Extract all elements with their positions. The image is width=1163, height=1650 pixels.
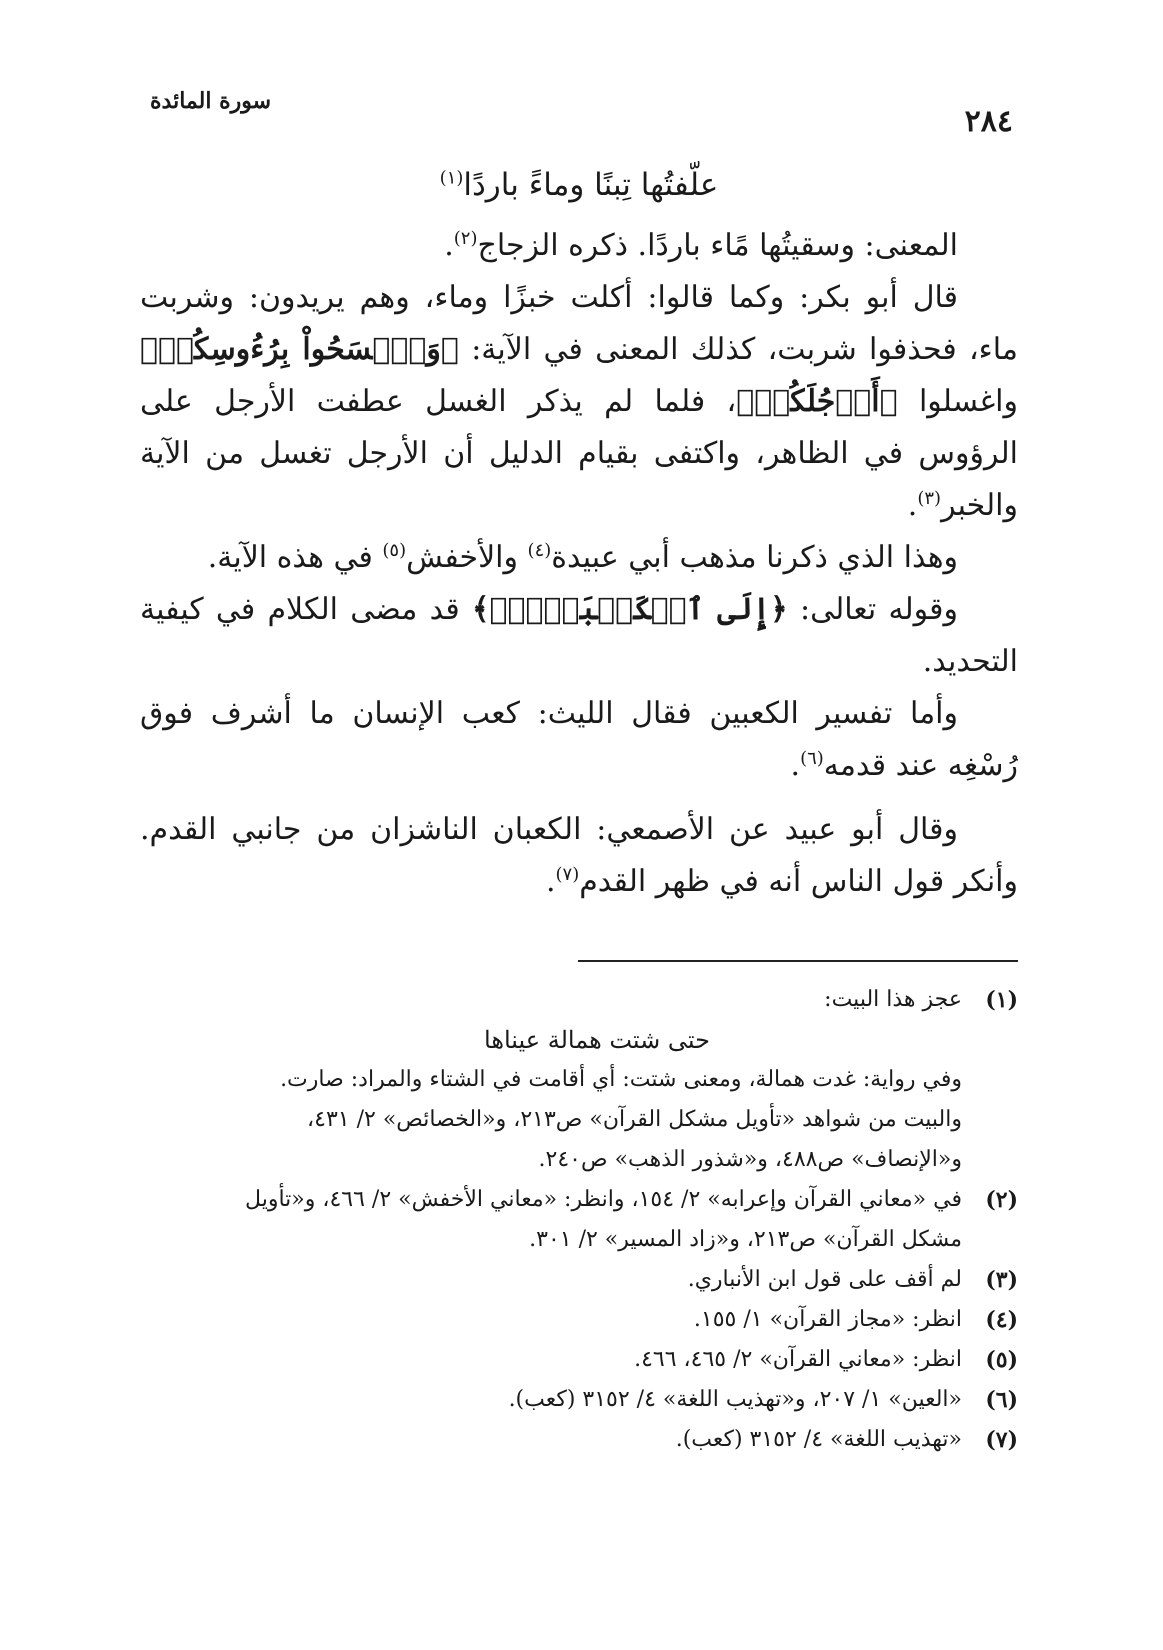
paragraph-text: قال أبو بكر: وكما قالوا: أكلت خبزًا وماء، وهم يريدون: وشربت ماء، فحذفوا شربت، كذلك المعنى في الآية: [140,280,1018,367]
paragraph-text: وأما تفسير الكعبين فقال الليث: كعب الإنسان ما أشرف فوق رُسْغِه عند قدمه [140,696,1018,783]
footnote-text: عجز هذا البيت: [824,987,962,1012]
footnote-number: (٤) [985,1307,1018,1333]
footnote-text: «العين» ١/ ٢٠٧، و«تهذيب اللغة» ٤/ ٣١٥٢ (كعب). [508,1387,962,1412]
paragraph [140,688,1018,792]
footnote-text: و«الإنصاف» ص٤٨٨، و«شذور الذهب» ص٢٤٠. [538,1147,962,1172]
footnote-ref: (٥) [382,540,407,561]
paragraph-text: واغسلوا [897,384,1019,419]
poetry-verse [140,160,1018,210]
footnote [112,1180,1018,1260]
paragraph-text: المعنى: وسقيتُها مًاء باردًا. ذكره الزجاج [477,228,958,263]
footnote [112,1420,1018,1460]
quran-quote: ﴿أَرۡجُلَكُمۡ﴾ [736,384,898,419]
footnote-text: انظر: «معاني القرآن» ٢/ ٤٦٥، ٤٦٦. [634,1347,962,1372]
paragraph-text: . [907,488,918,523]
footnote-ref: (٧) [555,864,580,885]
footnote-ref: (٢) [453,228,478,249]
footnote-number: (٢) [985,1187,1018,1213]
footnote-text: لم أقف على قول ابن الأنباري. [687,1267,962,1292]
quran-quote: ﴿وَٱمۡسَحُواْ بِرُءُوسِكُمۡ﴾ [140,332,459,367]
paragraph-text: قد مضى الكلام في كيفية التحديد. [140,592,1018,679]
footnote-text: انظر: «مجاز القرآن» ١/ ١٥٥. [693,1307,962,1332]
footnote [112,1340,1018,1380]
paragraph-text: وقال أبو عبيد عن الأصمعي: الكعبان الناشزان من جانبي القدم. وأنكر قول الناس أنه في ظهر القدم [140,812,1018,899]
paragraph-text: وهذا الذي ذكرنا مذهب أبي عبيدة [551,540,958,575]
main-text [140,160,1018,908]
paragraph-text: في هذه الآية. [207,540,383,575]
paragraph-text: وقوله تعالى: [787,592,958,627]
footnote-verse: حتى شتت همالة عيناها [484,1026,710,1054]
page-number: ٢٨٤ [964,104,1013,139]
footnote-ref: (٣) [917,488,942,509]
page-header [150,82,1013,142]
paragraph-text: ، فلما لم يذكر الغسل عطفت الأرجل على الرؤوس في الظاهر، واكتفى بقيام الدليل أن الأرجل تغسل من الآية والخبر [140,384,1018,523]
footnote-text: في «معاني القرآن وإعرابه» ٢/ ١٥٤، وانظر: «معاني الأخفش» ٢/ ٤٦٦، و«تأويل [245,1187,962,1212]
footnote [112,980,1018,1180]
footnote [112,1380,1018,1420]
footnote-divider [578,960,1018,962]
footnote-text: مشكل القرآن» ص٢١٣، و«زاد المسير» ٢/ ٣٠١. [529,1227,962,1252]
footnote-text: والبيت من شواهد «تأويل مشكل القرآن» ص٢١٣، و«الخصائص» ٢/ ٤٣١، [307,1107,962,1132]
footnote-ref: (٤) [527,540,552,561]
paragraph-text: . [444,228,454,263]
footnote-ref: (١) [439,167,464,189]
running-title: سورة المائدة [150,88,272,114]
paragraph [140,272,1018,532]
footnote-number: (١) [985,987,1018,1013]
paragraph-text: والأخفش [406,540,528,575]
footnote-number: (٣) [985,1267,1018,1293]
footnote-number: (٥) [985,1347,1018,1373]
footnotes [112,980,1018,1460]
footnote-text: وفي رواية: غدت همالة، ومعنى شتت: أي أقامت في الشتاء والمراد: صارت. [280,1067,962,1092]
quran-quote: ﴿إِلَى ٱلۡكَعۡبَيۡنِۚ﴾ [471,592,788,627]
verse-text: علّفتُها تِبنًا وماءً باردًا [463,167,719,203]
paragraph-text: . [545,864,556,899]
footnote-ref: (٦) [800,748,824,769]
paragraph [140,804,1018,908]
footnote [112,1260,1018,1300]
footnote [112,1300,1018,1340]
footnote-number: (٦) [985,1387,1018,1413]
footnote-number: (٧) [985,1427,1018,1453]
paragraph [140,584,1018,688]
paragraph-text: . [790,748,801,783]
paragraph [140,532,1018,584]
footnote-text: «تهذيب اللغة» ٤/ ٣١٥٢ (كعب). [675,1427,962,1452]
paragraph [140,220,1018,272]
